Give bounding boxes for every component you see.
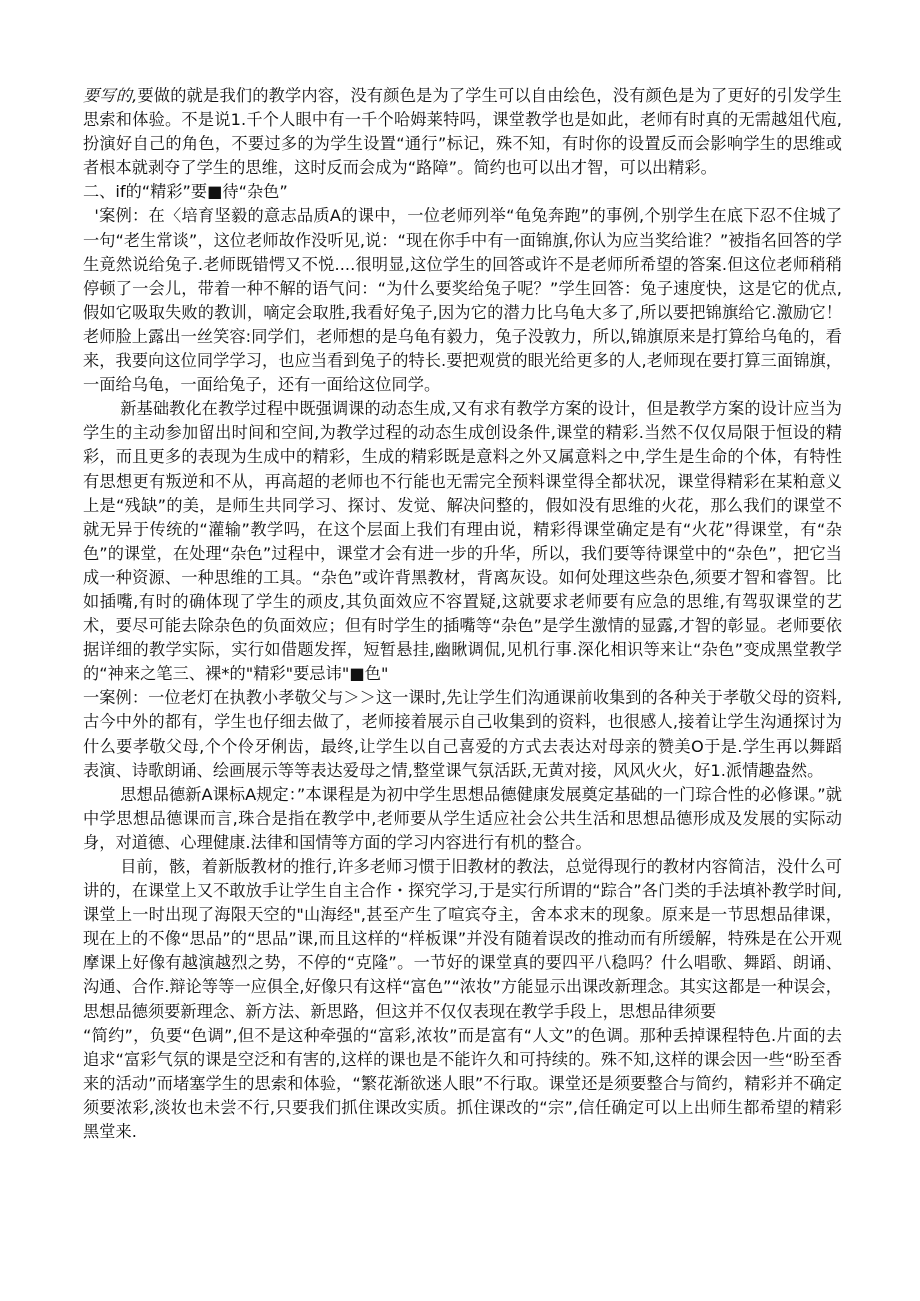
paragraph-curriculum-standard: 思想品德新A课标A规定：”本课程是为初中学生思想品德健康发展奠定基础的一门琮合性的必修课。”就中学思想品德课而言,珠合是指在教学中,老师要从学生适应社会公共生活和思想品德形成及发展的实际动身，对道德、心理健康.法律和国情等方面的学习内容进行有机的整合。 — [83, 784, 842, 852]
paragraph-intro — [83, 84, 842, 180]
paragraph-current-practice: 目前，骸，着新版教材的推行,许多老师习惯于旧教材的教法，总觉得现行的教材内容简洁，没什么可讲的，在课堂上又不敢放手让学生自主合作・探究学习,于是实行所谓的“踪合”各门类的手法填补教学时间,课堂上一时出现了海限天空的"山海经",甚至产生了喧宾夺主，舍本求末的现象。原来是一节思想品律课，现在上的不像“思品”的“思品”课,而且这样的“样板课”并没有随着误改的推动而有所缓解，特殊是在公开观摩课上好像有越演越烈之势，不停的“克隆”。一节好的课堂真的要四平八稳吗？什么唱歌、舞蹈、朗诵、沟通、合作.辩论等等一应俱全,好像只有这样“富色”“浓妆”方能显示出课改新理念。其实这都是一种误会，思想品德须要新理念、新方法、新思路，但这并不仅仅表现在教学手段上，思想品律须要 — [83, 857, 842, 1021]
case-study-2: 一案例：一位老灯在执教小孝敬父与＞＞这一课时,先让学生们沟通课前收集到的各种关于孝敬父母的资料,古今中外的都有，学生也仔细去做了，老师接着展示自己收集到的资料，也很感人,接着让学生沟通探讨为什么要孝敬父母,个个伶牙俐齿，最终,让学生以自己喜爱的方式去表达对母亲的赞美O于是.学生再以舞蹈表演、诗歌朗诵、绘画展示等等表达爱母之情,整堂课气氛活跃,无黄对接，风风火火，好1.派情趣盎然。 — [83, 688, 842, 780]
paragraph-conclusion: “简约”，负要“色调”,但不是这种牵强的“富彩,浓妆”而是富有“人文”的色调。那种丢掉课程特色.片面的去追求“富彩气氛的课是空泛和有害的,这样的课也是不能许久和可持续的。殊不知,这样的课会因一些“盼至香来的活动”而堵塞学生的思索和体验，“繁花渐欲迷人眼”不行取。课堂还是须要整合与简约，精彩并不确定须要浓彩,淡妆也未尝不行,只要我们抓住课改实质。抓住课改的“宗”,信任确定可以上出师生都希望的精彩黑堂来. — [83, 1025, 842, 1142]
intro-italic-fragment: 要写的, — [83, 86, 138, 105]
paragraph-dynamic-generation: 新基础教化在教学过程中既强调课的动态生成,又有求有教学方案的设计，但是教学方案的设计应当为学生的主动参加留出时间和空间,为教学过程的动态生成创设条件,课堂的精彩.当然不仅仅局限于恒设的精彩，而且更多的表现为生成中的精彩，生成的精彩既是意料之外又属意料之中,学生是生命的个体，有特性有思想更有叛逆和不从，再高超的老师也不行能也无需完全预料课堂得全都状况，课堂得精彩在某粕意义上是“残缺”的美，是师生共同学习、探讨、发觉、解决问整的，假如没有思维的火花，那么我们的课堂不就无异于传统的“灌输”教学吗，在这个层面上我们有理由说，精彩得课堂确定是有“火花”得课堂，有“杂色”的课堂，在处理“杂色”过程中，课堂才会有进一步的升华，所以，我们要等待课堂中的“杂色”，把它当成一种资源、一种思维的工具。“杂色”或许背黑教材，背离灰设。如何处理这些杂色,须要才智和睿智。比如插嘴,有时的确体现了学生的顽皮,其负面效应不容置疑,这就要求老师要有应急的思维,有驾驭课堂的艺术，要尽可能去除杂色的负面效应；但有时学生的插嘴等“杂色”是学生激情的显露,才智的彰显。老师要依据详细的教学实际，实行如借题发挥，短暂悬挂,幽瞅调侃,见机行事.深化相识等来让“杂色”变成黑堂教学的“神来之笔三、裸*的"精彩"要忌讳"■色" — [83, 399, 842, 684]
case-study-1: '案例：在〈培育坚毅的意志品质A的课中，一位老师列举“龟兔奔跑”的事例,个别学生在底下忍不住城了一句“老生常谈”，这位老师故作没听见,说：“现在你手中有一面锦旗,你认为应当奖给谁？”被指名回答的学生竟然说给兔子.老师既错愕又不悦....很明显,这位学生的回答或许不是老师所希望的答案.但这位老师稍稍停顿了一会儿，带着一种不解的语气问：“为什么要奖给兔子呢？”学生回答：兔子速度快，这是它的优点,假如它吸取失败的教训，嘀定会取胜,我看好兔子,因为它的潜力比乌龟大多了,所以要把锦旗给它.激励它！老师脸上露出一丝笑容:同学们，老师想的是乌龟有毅力，兔子没敦力，所以,锦旗原来是打算给乌龟的，看来，我要向这位同学学习，也应当看到兔子的特长.要把观赏的眼光给更多的人,老师现在要打算三面锦旗，一面给乌龟，一面给兔子，还有一面给这位同学。 — [83, 206, 842, 395]
section-heading-2: 二、if的“精彩”要■待“杂色” — [83, 182, 288, 202]
intro-text: 要做的就是我们的教学内容，没有颜色是为了学生可以自由绘色，没有颜色是为了更好的引发学生思索和体验。不是说1.千个人眼中有一千个哈姆莱特吗，课堂教学也是如此，老师有时真的无需越俎代庖,扮演好自己的角色，不要过多的为学生设置“通行”标记，殊不知，有时你的设置反而会影响学生的思维或者根本就剥夺了学生的思维，这时反而会成为“路障”。简约也可以出才智，可以出精彩。 — [83, 86, 842, 178]
